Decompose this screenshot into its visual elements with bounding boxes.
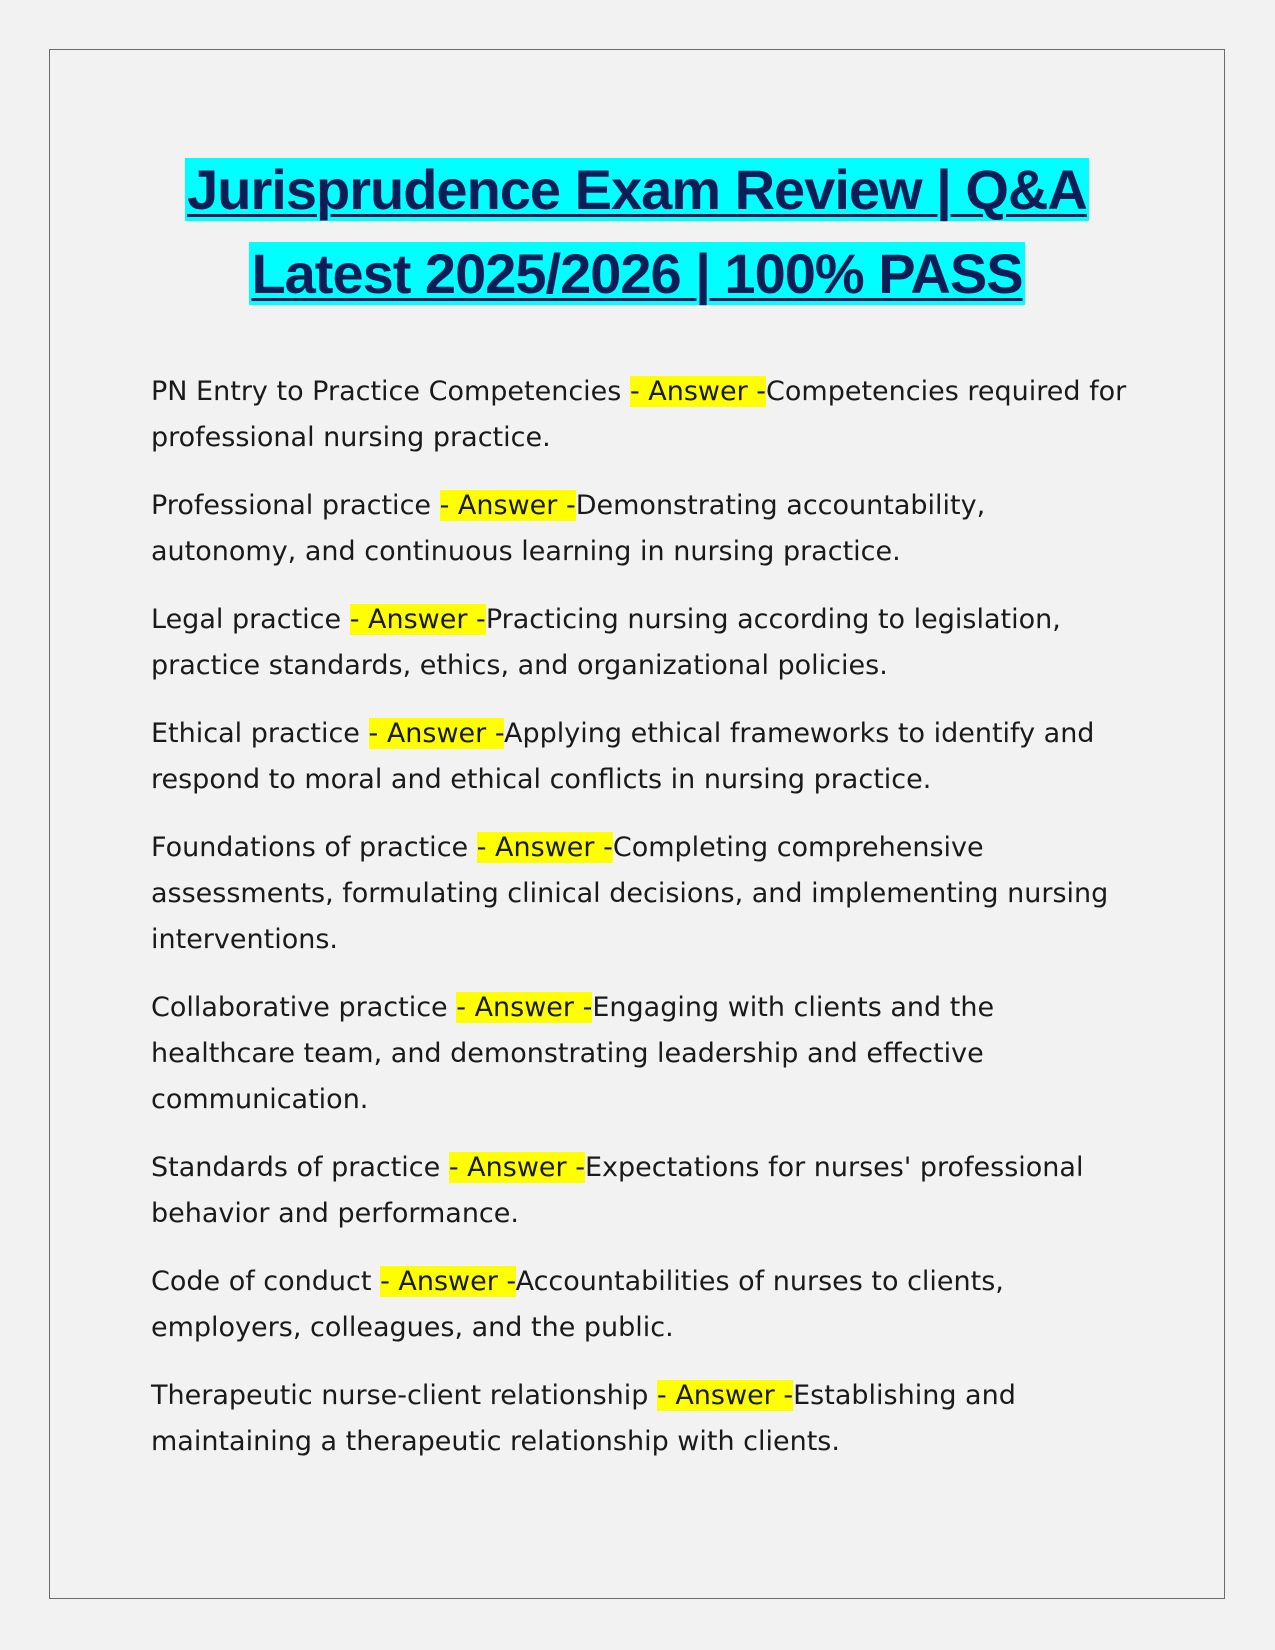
qa-term: Therapeutic nurse-client relationship [151, 1380, 658, 1411]
qa-term: Code of conduct [151, 1266, 381, 1297]
qa-term: Foundations of practice [151, 832, 477, 863]
answer-separator: - Answer - [476, 832, 613, 863]
qa-item [151, 1373, 1136, 1465]
qa-term: Ethical practice [151, 718, 369, 749]
answer-separator: - Answer - [657, 1380, 794, 1411]
qa-definition: Accountabilities of nurses to clients, employers, colleagues, and the public. [151, 1266, 1004, 1343]
answer-separator: - Answer - [368, 718, 505, 749]
qa-definition: Completing comprehensive assessments, formulating clinical decisions, and implementing nursing interventions. [151, 832, 1109, 955]
qa-item [151, 483, 1136, 575]
qa-term: Standards of practice [151, 1152, 449, 1183]
answer-separator: - Answer - [439, 490, 576, 521]
answer-separator: - Answer - [448, 1152, 585, 1183]
qa-item [151, 597, 1136, 689]
qa-term: PN Entry to Practice Competencies [151, 376, 630, 407]
qa-item [151, 711, 1136, 803]
title-line-2: Latest 2025/2026 | 100% PASS [251, 242, 1023, 305]
qa-definition: Competencies required for professional nursing practice. [151, 376, 1127, 453]
qa-item [151, 369, 1136, 461]
qa-term: Collaborative practice [151, 992, 457, 1023]
qa-item [151, 825, 1136, 963]
answer-separator: - Answer - [456, 992, 593, 1023]
qa-item [151, 1259, 1136, 1351]
answer-separator: - Answer - [349, 604, 486, 635]
title-line-1: Jurisprudence Exam Review | Q&A [187, 158, 1087, 221]
qa-definition: Establishing and maintaining a therapeutic relationship with clients. [151, 1380, 1016, 1457]
qa-term: Legal practice [151, 604, 350, 635]
qa-definition: Practicing nursing according to legislation, practice standards, ethics, and organizational policies. [151, 604, 1061, 681]
answer-separator: - Answer - [629, 376, 767, 407]
qa-term: Professional practice [151, 490, 440, 521]
qa-item [151, 1145, 1136, 1237]
document-title [49, 148, 1225, 316]
qa-definition: Expectations for nurses' professional behavior and performance. [151, 1152, 1084, 1229]
qa-list [151, 369, 1136, 1487]
answer-separator: - Answer - [380, 1266, 516, 1297]
qa-definition: Engaging with clients and the healthcare team, and demonstrating leadership and effective communication. [151, 992, 995, 1115]
qa-definition: Demonstrating accountability, autonomy, and continuous learning in nursing practice. [151, 490, 986, 567]
qa-definition: Applying ethical frameworks to identify and respond to moral and ethical conflicts in nursing practice. [151, 718, 1095, 795]
qa-item [151, 985, 1136, 1123]
